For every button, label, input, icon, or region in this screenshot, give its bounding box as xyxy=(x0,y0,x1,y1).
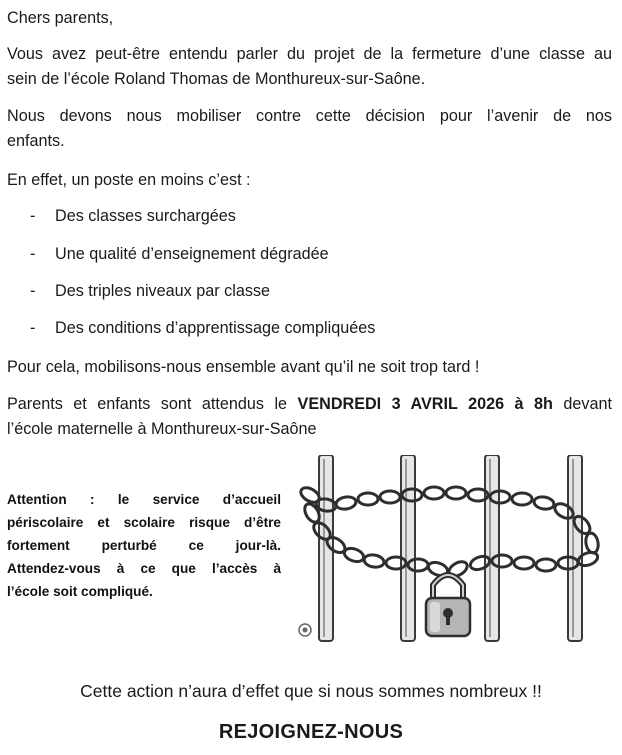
list-item xyxy=(30,244,329,264)
list-item xyxy=(30,281,270,301)
padlock xyxy=(426,575,470,636)
call-to-action: Pour cela, mobilisons-nous ensemble avant qu’il ne soit trop tard ! xyxy=(7,358,480,376)
join-heading: REJOIGNEZ-NOUS xyxy=(218,721,404,743)
list-item-text: Une qualité d’enseignement dégradée xyxy=(55,245,329,263)
list-item-text: Des conditions d’apprentissage compliquées xyxy=(55,319,376,337)
attention-line: fortement perturbé ce jour-là. xyxy=(7,538,281,553)
paragraph-line: sein de l’école Roland Thomas de Monthureux-sur-Saône. xyxy=(7,70,426,88)
meeting-line xyxy=(7,392,612,417)
meeting-date: VENDREDI 3 AVRIL 2026 à 8h xyxy=(297,395,553,413)
paragraph-line: Nous devons nous mobiliser contre cette décision pour l’avenir de nos xyxy=(7,107,612,125)
bullet-dash: - xyxy=(30,282,36,300)
attention-line: l’école soit compliqué. xyxy=(7,584,153,599)
bullet-dash: - xyxy=(30,207,36,225)
meeting-text: Parents et enfants sont attendus le xyxy=(7,395,298,413)
bullets-intro: En effet, un poste en moins c’est : xyxy=(7,171,251,189)
watermark-icon xyxy=(299,624,311,636)
list-item xyxy=(30,206,236,226)
list-item-text: Des classes surchargées xyxy=(55,207,236,225)
bullet-dash: - xyxy=(30,245,36,263)
meeting-text: devant xyxy=(552,395,612,413)
chain xyxy=(298,485,599,579)
attention-line: Attendez-vous à ce que l’accès à xyxy=(7,561,281,576)
closing-line: Cette action n’aura d’effet que si nous sommes nombreux !! xyxy=(80,681,542,701)
meeting-location: l’école maternelle à Monthureux-sur-Saône xyxy=(7,420,317,438)
greeting: Chers parents, xyxy=(7,9,114,27)
bullet-dash: - xyxy=(30,319,36,337)
paragraph-line: Vous avez peut-être entendu parler du projet de la fermeture d’une classe au xyxy=(7,45,612,63)
padlock-chain-bars-icon xyxy=(292,455,610,645)
list-item xyxy=(30,318,375,338)
paragraph-line: enfants. xyxy=(7,132,65,150)
attention-line: Attention : le service d’accueil xyxy=(7,492,281,507)
list-item-text: Des triples niveaux par classe xyxy=(55,282,271,300)
attention-line: périscolaire et scolaire risque d’être xyxy=(7,515,281,530)
attention-notice xyxy=(7,488,281,603)
